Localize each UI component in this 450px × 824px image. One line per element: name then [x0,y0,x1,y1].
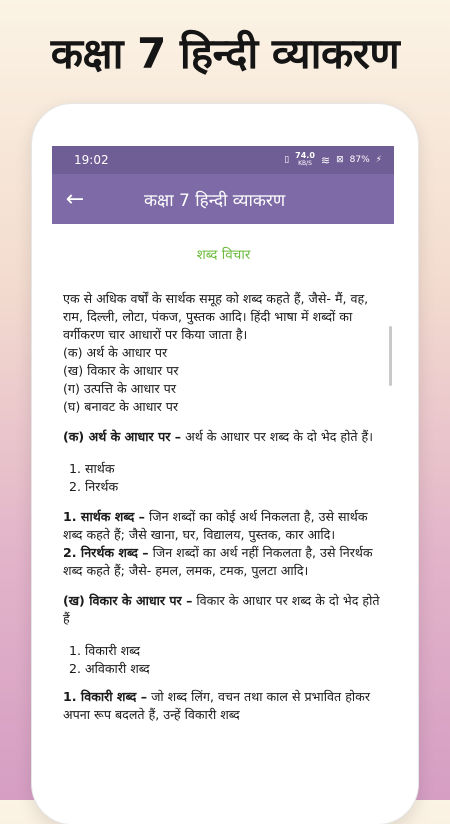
charging-icon: ⚡ [375,155,382,165]
section-title: शब्द विचार [196,247,251,263]
network-speed-unit: KB/S [298,160,312,167]
list-item: 2. निरर्थक [85,478,384,496]
nirarthak-heading: 2. निरर्थक शब्द – [63,545,149,560]
vikar-text: विकार के आधार पर शब्द के दो भेद होते हैं [63,593,380,626]
back-arrow-icon[interactable]: ← [65,186,85,212]
status-bar [52,146,394,174]
list-item: 1. सार्थक [85,460,384,478]
artha-paragraph [63,428,384,446]
vikari-paragraph [63,688,384,724]
app-bar [52,174,394,224]
vibrate-icon: ▯ [284,155,290,165]
vikar-heading: (ख) विकार के आधार पर – [63,593,193,608]
base-item: (घ) बनावट के आधार पर [63,399,179,414]
vikar-paragraph [63,592,384,628]
scrollbar[interactable] [389,326,392,386]
sarthak-text: जिन शब्दों का कोई अर्थ निकलता है, उसे सार्थक शब्द कहते हैं; जैसे खाना, घर, विद्यालय, पुस्तक, कार आदि। [63,509,368,542]
article-content [52,224,394,724]
no-sim-icon: ⊠ [336,155,344,165]
artha-heading: (क) अर्थ के आधार पर – [63,429,182,444]
app-screen [52,146,394,800]
artha-list [63,460,384,496]
battery-level: 87% [349,155,370,165]
app-bar-title: कक्षा 7 हिन्दी व्याकरण [144,190,286,211]
status-time: 19:02 [74,153,109,167]
sarthak-paragraph [63,508,384,544]
nirarthak-paragraph [63,544,384,580]
network-speed-value: 74.0 [295,151,315,160]
wifi-icon: ≋ [320,153,331,167]
base-item: (ख) विकार के आधार पर [63,363,179,378]
base-item: (ग) उत्पत्ति के आधार पर [63,381,176,396]
base-item: (क) अर्थ के आधार पर [63,345,168,360]
vikari-heading: 1. विकारी शब्द – [63,689,148,704]
list-item: 2. अविकारी शब्द [85,660,384,678]
promo-title: कक्षा 7 हिन्दी व्याकरण [50,29,400,78]
vikar-list [63,642,384,678]
artha-text: अर्थ के आधार पर शब्द के दो भेद होते हैं। [181,429,373,444]
intro-paragraph: एक से अधिक वर्षों के सार्थक समूह को शब्द कहते हैं, जैसे- मैं, वह, राम, दिल्ली, लोटा, पंकज, पुस्तक आदि। हिंदी भाषा में शब्दों का वर्गीकरण चार आधारों पर किया जाता है। [63,291,369,342]
status-icons [284,152,382,168]
vikari-text: जो शब्द लिंग, वचन तथा काल से प्रभावित होकर अपना रूप बदलते हैं, उन्हें विकारी शब्द [63,689,370,722]
network-speed [295,152,315,168]
sarthak-heading: 1. सार्थक शब्द – [63,509,145,524]
nirarthak-text: जिन शब्दों का अर्थ नहीं निकलता है, उसे निरर्थक शब्द कहते हैं; जैसे- हमल, लमक, टमक, पुलटा आदि। [63,545,373,578]
list-item: 1. विकारी शब्द [85,642,384,660]
